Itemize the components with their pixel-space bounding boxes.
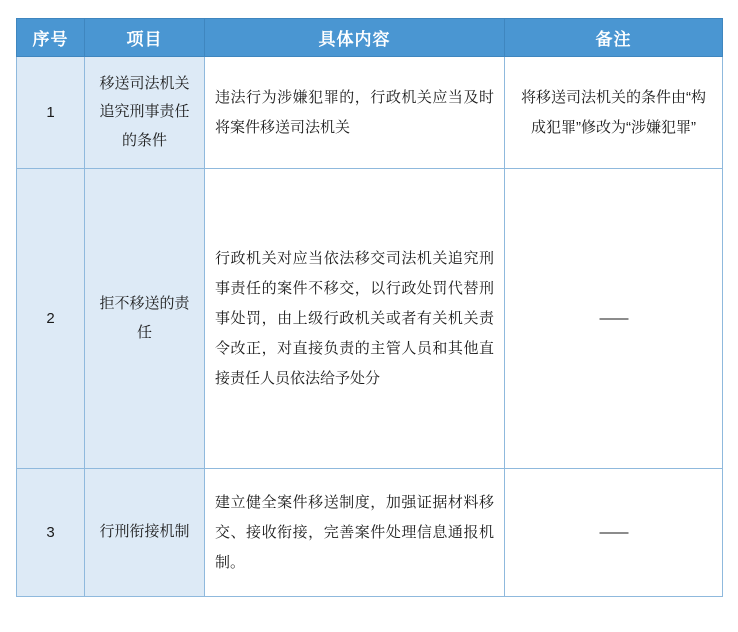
table-header (17, 19, 723, 57)
row-content: 行政机关对应当依法移交司法机关追究刑事责任的案件不移交，以行政处罚代替刑事处罚，由上级行政机关或者有关机关责令改正，对直接负责的主管人员和其他直接责任人员依法给予处分 (205, 169, 505, 469)
column-header-item: 项目 (85, 19, 205, 57)
table-row (17, 169, 723, 469)
row-note: —— (505, 169, 723, 469)
row-item: 拒不移送的责任 (85, 169, 205, 469)
table-header-row (17, 19, 723, 57)
row-content: 建立健全案件移送制度，加强证据材料移交、接收衔接，完善案件处理信息通报机制。 (205, 469, 505, 597)
table-row (17, 57, 723, 169)
row-number: 1 (17, 57, 85, 169)
row-number: 3 (17, 469, 85, 597)
column-header-no: 序号 (17, 19, 85, 57)
row-note: 将移送司法机关的条件由“构成犯罪”修改为“涉嫌犯罪” (505, 57, 723, 169)
legal-comparison-table (16, 18, 723, 597)
row-note: —— (505, 469, 723, 597)
row-item: 行刑衔接机制 (85, 469, 205, 597)
column-header-content: 具体内容 (205, 19, 505, 57)
table-body (17, 57, 723, 597)
column-header-note: 备注 (505, 19, 723, 57)
row-item: 移送司法机关追究刑事责任的条件 (85, 57, 205, 169)
table-row (17, 469, 723, 597)
row-content: 违法行为涉嫌犯罪的，行政机关应当及时将案件移送司法机关 (205, 57, 505, 169)
row-number: 2 (17, 169, 85, 469)
